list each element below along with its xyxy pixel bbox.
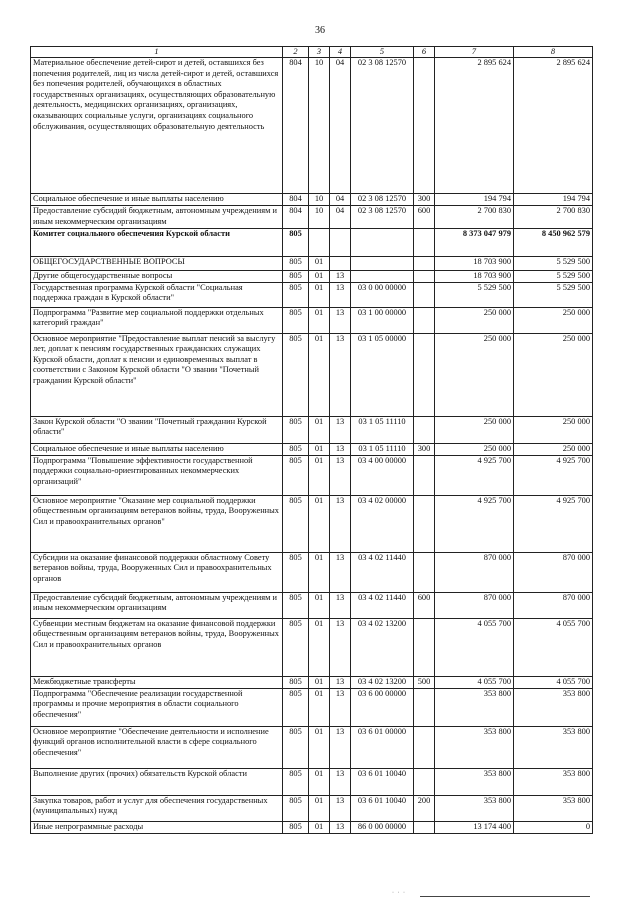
table-body	[31, 58, 593, 834]
cell-year2-amount: 194 794	[514, 194, 593, 206]
cell-subsection: 13	[330, 795, 351, 821]
cell-subsection: 13	[330, 768, 351, 795]
cell-grbs: 805	[283, 592, 309, 618]
table-row	[31, 443, 593, 455]
cell-name: Межбюджетные трансферты	[31, 676, 283, 688]
cell-year1-amount: 353 800	[435, 768, 514, 795]
cell-subsection: 13	[330, 676, 351, 688]
table-row	[31, 676, 593, 688]
budget-table	[30, 46, 593, 834]
cell-target-article	[351, 257, 414, 271]
cell-name: Субвенции местным бюджетам на оказание финансовой поддержки общественным организациям ветеранов войны, труда, Вооруженных Сил и правоохранительных органов	[31, 618, 283, 676]
cell-grbs: 805	[283, 495, 309, 552]
cell-section: 10	[309, 194, 330, 206]
cell-subsection: 13	[330, 333, 351, 416]
table-row	[31, 495, 593, 552]
cell-year1-amount: 18 703 900	[435, 271, 514, 283]
cell-target-article: 02 3 08 12570	[351, 58, 414, 194]
header-col-subsection: 4	[330, 47, 351, 58]
cell-target-article: 03 6 01 10040	[351, 768, 414, 795]
cell-subsection: 13	[330, 821, 351, 833]
cell-year1-amount: 4 055 700	[435, 676, 514, 688]
cell-target-article: 03 1 05 11110	[351, 416, 414, 443]
cell-section: 01	[309, 726, 330, 768]
cell-grbs: 805	[283, 676, 309, 688]
cell-subsection: 13	[330, 271, 351, 283]
cell-section: 01	[309, 688, 330, 726]
cell-subsection: 13	[330, 726, 351, 768]
table-row	[31, 821, 593, 833]
cell-subsection: 13	[330, 307, 351, 333]
cell-expense-type	[414, 58, 435, 194]
table-row	[31, 455, 593, 495]
cell-section: 10	[309, 58, 330, 194]
cell-year2-amount: 870 000	[514, 592, 593, 618]
cell-year1-amount: 353 800	[435, 795, 514, 821]
cell-section: 01	[309, 455, 330, 495]
cell-year1-amount: 2 895 624	[435, 58, 514, 194]
cell-year2-amount: 353 800	[514, 688, 593, 726]
cell-year1-amount: 4 925 700	[435, 455, 514, 495]
cell-name: Основное мероприятие "Обеспечение деятельности и исполнение функций органов исполнительной власти в сфере социального обеспечения"	[31, 726, 283, 768]
cell-subsection: 13	[330, 495, 351, 552]
cell-expense-type: 600	[414, 592, 435, 618]
cell-name: Подпрограмма "Повышение эффективности государственной поддержки социально-ориентированных некоммерческих организаций"	[31, 455, 283, 495]
header-col-grbs: 2	[283, 47, 309, 58]
cell-section: 01	[309, 257, 330, 271]
cell-grbs: 805	[283, 333, 309, 416]
table-row	[31, 592, 593, 618]
cell-target-article	[351, 229, 414, 257]
cell-year2-amount: 250 000	[514, 333, 593, 416]
cell-target-article: 02 3 08 12570	[351, 206, 414, 229]
cell-grbs: 805	[283, 552, 309, 592]
cell-name: Иные непрограммные расходы	[31, 821, 283, 833]
cell-name: Субсидии на оказание финансовой поддержки областному Совету ветеранов войны, труда, Вооруженных Сил и правоохранительных органов	[31, 552, 283, 592]
cell-section: 01	[309, 307, 330, 333]
cell-name: Предоставление субсидий бюджетным, автономным учреждениям и иным некоммерческим организациям	[31, 592, 283, 618]
cell-name: Социальное обеспечение и иные выплаты населению	[31, 443, 283, 455]
cell-name: Предоставление субсидий бюджетным, автономным учреждениям и иным некоммерческим организациям	[31, 206, 283, 229]
cell-subsection: 04	[330, 194, 351, 206]
table-row	[31, 194, 593, 206]
table-row	[31, 257, 593, 271]
cell-year1-amount: 5 529 500	[435, 282, 514, 307]
cell-section: 01	[309, 282, 330, 307]
cell-target-article: 03 6 00 00000	[351, 688, 414, 726]
cell-section: 01	[309, 618, 330, 676]
cell-year2-amount: 8 450 962 579	[514, 229, 593, 257]
cell-section: 01	[309, 271, 330, 283]
cell-target-article: 03 1 05 00000	[351, 333, 414, 416]
cell-year1-amount: 18 703 900	[435, 257, 514, 271]
cell-name: Выполнение других (прочих) обязательств Курской области	[31, 768, 283, 795]
cell-year2-amount: 0	[514, 821, 593, 833]
cell-subsection: 13	[330, 592, 351, 618]
cell-expense-type	[414, 257, 435, 271]
cell-expense-type: 300	[414, 443, 435, 455]
cell-year1-amount: 194 794	[435, 194, 514, 206]
cell-target-article: 03 4 02 11440	[351, 552, 414, 592]
cell-year2-amount: 250 000	[514, 416, 593, 443]
cell-grbs: 805	[283, 768, 309, 795]
header-col-year2-amount: 8	[514, 47, 593, 58]
cell-section: 01	[309, 821, 330, 833]
cell-year2-amount: 5 529 500	[514, 257, 593, 271]
cell-expense-type: 200	[414, 795, 435, 821]
cell-expense-type	[414, 618, 435, 676]
header-col-target-article: 5	[351, 47, 414, 58]
cell-section: 01	[309, 592, 330, 618]
cell-name: Социальное обеспечение и иные выплаты населению	[31, 194, 283, 206]
cell-year1-amount: 250 000	[435, 443, 514, 455]
table-row	[31, 333, 593, 416]
header-col-section: 3	[309, 47, 330, 58]
cell-year1-amount: 250 000	[435, 307, 514, 333]
cell-section: 01	[309, 333, 330, 416]
cell-target-article: 03 6 01 10040	[351, 795, 414, 821]
cell-year1-amount: 13 174 400	[435, 821, 514, 833]
table-header-row	[31, 47, 593, 58]
cell-subsection	[330, 229, 351, 257]
cell-subsection: 13	[330, 552, 351, 592]
cell-section: 01	[309, 795, 330, 821]
cell-subsection	[330, 257, 351, 271]
cell-year1-amount: 250 000	[435, 333, 514, 416]
cell-grbs: 805	[283, 455, 309, 495]
cell-expense-type	[414, 229, 435, 257]
cell-year2-amount: 5 529 500	[514, 282, 593, 307]
page-number: 36	[315, 25, 325, 36]
cell-name: Комитет социального обеспечения Курской области	[31, 229, 283, 257]
cell-target-article: 03 1 05 11110	[351, 443, 414, 455]
cell-year2-amount: 2 895 624	[514, 58, 593, 194]
cell-expense-type	[414, 495, 435, 552]
cell-target-article: 03 4 02 13200	[351, 676, 414, 688]
cell-subsection: 13	[330, 455, 351, 495]
cell-target-article: 03 4 00 00000	[351, 455, 414, 495]
cell-subsection: 13	[330, 688, 351, 726]
cell-expense-type	[414, 416, 435, 443]
table-row	[31, 726, 593, 768]
table-row	[31, 307, 593, 333]
cell-year2-amount: 353 800	[514, 726, 593, 768]
header-col-expense-type: 6	[414, 47, 435, 58]
cell-expense-type: 500	[414, 676, 435, 688]
cell-year2-amount: 4 055 700	[514, 618, 593, 676]
cell-grbs: 805	[283, 795, 309, 821]
table-row	[31, 229, 593, 257]
table-row	[31, 271, 593, 283]
footer-rule	[420, 896, 590, 897]
cell-subsection: 13	[330, 618, 351, 676]
cell-section: 01	[309, 676, 330, 688]
cell-year2-amount: 353 800	[514, 795, 593, 821]
cell-year2-amount: 353 800	[514, 768, 593, 795]
cell-target-article	[351, 271, 414, 283]
cell-section: 10	[309, 206, 330, 229]
cell-year1-amount: 4 925 700	[435, 495, 514, 552]
cell-expense-type	[414, 726, 435, 768]
cell-name: Основное мероприятие "Предоставление выплат пенсий за выслугу лет, доплат к пенсиям государственных гражданских служащих Курской области, доплат к пенсии и единовременных выплат в соответствии с Законом Курской области "О звании "Почетный гражданин Курской области"	[31, 333, 283, 416]
cell-year2-amount: 4 925 700	[514, 455, 593, 495]
cell-expense-type	[414, 282, 435, 307]
table-row	[31, 206, 593, 229]
cell-subsection: 13	[330, 416, 351, 443]
cell-target-article: 03 4 02 11440	[351, 592, 414, 618]
cell-name: Материальное обеспечение детей-сирот и детей, оставшихся без попечения родителей, лиц из числа детей-сирот и детей, оставшихся без попечения родителей, обучающихся в областных государственных организациях, осуществляющих образовательную деятельность, медицинских организациях, организациях, оказывающих социальные услуги, организациях социального обслуживания, осуществляющих образовательную деятельность	[31, 58, 283, 194]
cell-grbs: 805	[283, 726, 309, 768]
cell-year2-amount: 4 925 700	[514, 495, 593, 552]
cell-grbs: 805	[283, 688, 309, 726]
cell-expense-type	[414, 821, 435, 833]
cell-name: Закупка товаров, работ и услуг для обеспечения государственных (муниципальных) нужд	[31, 795, 283, 821]
cell-grbs: 804	[283, 58, 309, 194]
table-row	[31, 795, 593, 821]
cell-section: 01	[309, 416, 330, 443]
cell-grbs: 805	[283, 307, 309, 333]
table-row	[31, 618, 593, 676]
cell-year1-amount: 4 055 700	[435, 618, 514, 676]
cell-target-article: 03 0 00 00000	[351, 282, 414, 307]
cell-subsection: 04	[330, 58, 351, 194]
cell-name: Подпрограмма "Развитие мер социальной поддержки отдельных категорий граждан"	[31, 307, 283, 333]
cell-year1-amount: 250 000	[435, 416, 514, 443]
cell-expense-type	[414, 455, 435, 495]
cell-name: Основное мероприятие "Оказание мер социальной поддержки общественным организациям ветеранов войны, труда, Вооруженных Сил и правоохранительных органов"	[31, 495, 283, 552]
cell-target-article: 03 1 00 00000	[351, 307, 414, 333]
cell-grbs: 805	[283, 821, 309, 833]
cell-name: Закон Курской области "О звании "Почетный гражданин Курской области"	[31, 416, 283, 443]
cell-year2-amount: 2 700 830	[514, 206, 593, 229]
cell-expense-type	[414, 688, 435, 726]
cell-expense-type: 600	[414, 206, 435, 229]
cell-target-article: 03 6 01 00000	[351, 726, 414, 768]
cell-section	[309, 229, 330, 257]
cell-grbs: 805	[283, 271, 309, 283]
cell-expense-type	[414, 768, 435, 795]
cell-year1-amount: 353 800	[435, 688, 514, 726]
table-row	[31, 58, 593, 194]
cell-name: Государственная программа Курской области "Социальная поддержка граждан в Курской области"	[31, 282, 283, 307]
cell-name: ОБЩЕГОСУДАРСТВЕННЫЕ ВОПРОСЫ	[31, 257, 283, 271]
cell-expense-type	[414, 307, 435, 333]
header-col-name: 1	[31, 47, 283, 58]
table-row	[31, 688, 593, 726]
cell-year2-amount: 250 000	[514, 307, 593, 333]
cell-target-article: 03 4 02 00000	[351, 495, 414, 552]
cell-target-article: 86 0 00 00000	[351, 821, 414, 833]
cell-expense-type	[414, 333, 435, 416]
cell-section: 01	[309, 552, 330, 592]
cell-year1-amount: 870 000	[435, 552, 514, 592]
cell-name: Другие общегосударственные вопросы	[31, 271, 283, 283]
table-row	[31, 552, 593, 592]
cell-grbs: 805	[283, 416, 309, 443]
table-row	[31, 282, 593, 307]
cell-section: 01	[309, 495, 330, 552]
cell-year1-amount: 8 373 047 979	[435, 229, 514, 257]
cell-grbs: 805	[283, 443, 309, 455]
cell-grbs: 804	[283, 194, 309, 206]
cell-subsection: 04	[330, 206, 351, 229]
cell-year1-amount: 870 000	[435, 592, 514, 618]
table-row	[31, 416, 593, 443]
header-col-year1-amount: 7	[435, 47, 514, 58]
cell-target-article: 03 4 02 13200	[351, 618, 414, 676]
cell-name: Подпрограмма "Обеспечение реализации государственной программы и прочие мероприятия в области социального обеспечения"	[31, 688, 283, 726]
cell-year2-amount: 250 000	[514, 443, 593, 455]
cell-year1-amount: 2 700 830	[435, 206, 514, 229]
cell-year2-amount: 5 529 500	[514, 271, 593, 283]
cell-grbs: 805	[283, 282, 309, 307]
cell-expense-type	[414, 552, 435, 592]
cell-grbs: 805	[283, 257, 309, 271]
cell-section: 01	[309, 768, 330, 795]
cell-grbs: 805	[283, 229, 309, 257]
cell-grbs: 805	[283, 618, 309, 676]
cell-target-article: 02 3 08 12570	[351, 194, 414, 206]
cell-year1-amount: 353 800	[435, 726, 514, 768]
cell-year2-amount: 870 000	[514, 552, 593, 592]
cell-subsection: 13	[330, 443, 351, 455]
cell-section: 01	[309, 443, 330, 455]
table-row	[31, 768, 593, 795]
cell-year2-amount: 4 055 700	[514, 676, 593, 688]
cell-expense-type: 300	[414, 194, 435, 206]
footer-mark: · · ·	[392, 890, 406, 896]
cell-subsection: 13	[330, 282, 351, 307]
cell-expense-type	[414, 271, 435, 283]
cell-grbs: 804	[283, 206, 309, 229]
